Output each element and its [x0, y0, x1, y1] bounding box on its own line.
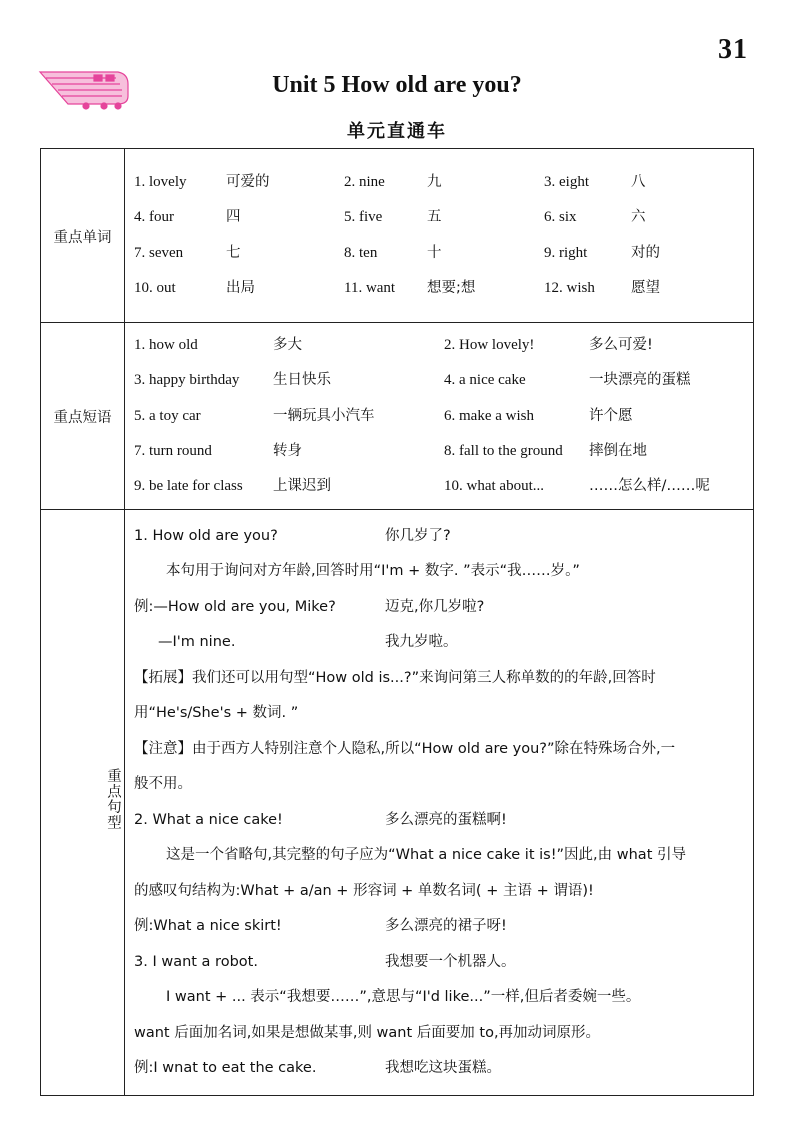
- phrase-en: 1. how old: [134, 337, 198, 353]
- example-1-zh: 迈克,你几岁啦?: [385, 599, 485, 615]
- column-divider: [124, 149, 125, 1095]
- example-1-reply-zh: 我九岁啦。: [385, 634, 458, 650]
- page-number: 31: [718, 34, 748, 65]
- word-en: 3. eight: [544, 174, 589, 190]
- word-zh: 对的: [631, 245, 660, 261]
- phrase-en: 2. How lovely!: [444, 337, 535, 353]
- word-en: 8. ten: [344, 245, 378, 261]
- word-zh: 九: [427, 174, 442, 190]
- sentence-3-note-cont: want 后面加名词,如果是想做某事,则 want 后面要加 to,再加动词原形。: [134, 1025, 601, 1041]
- phrase-zh: 多么可爱!: [589, 337, 653, 353]
- sentence-2-note-cont: 的感叹句结构为:What + a/an + 形容词 + 单数名词( + 主语 + 谓语)!: [134, 883, 594, 899]
- word-en: 1. lovely: [134, 174, 187, 190]
- word-zh: 四: [226, 209, 241, 225]
- phrase-zh: 多大: [273, 337, 302, 353]
- word-en: 9. right: [544, 245, 588, 261]
- word-zh: 可爱的: [226, 174, 270, 190]
- sentence-1-zh: 你几岁了?: [385, 528, 451, 544]
- sentence-2-note: 这是一个省略句,其完整的句子应为“What a nice cake it is!”因此,由 what 引导: [166, 847, 686, 863]
- word-en: 6. six: [544, 209, 577, 225]
- sentence-2-en: 2. What a nice cake!: [134, 812, 283, 828]
- phrase-en: 3. happy birthday: [134, 372, 240, 388]
- example-2-zh: 多么漂亮的裙子呀!: [385, 918, 507, 934]
- phrase-en: 5. a toy car: [134, 408, 201, 424]
- example-2-en: 例:What a nice skirt!: [134, 918, 282, 934]
- phrase-en: 9. be late for class: [134, 478, 243, 494]
- phrase-zh: 上课迟到: [273, 478, 331, 494]
- word-zh: 七: [226, 245, 241, 261]
- word-en: 11. want: [344, 280, 396, 296]
- word-zh: 八: [631, 174, 646, 190]
- sentence-1-note: 本句用于询问对方年龄,回答时用“I'm + 数字. ”表示“我……岁。”: [166, 563, 580, 579]
- phrase-zh: 许个愿: [589, 408, 633, 424]
- extension-note-cont: 用“He's/She's + 数词. ”: [134, 705, 299, 721]
- word-en: 2. nine: [344, 174, 385, 190]
- content-table: [40, 148, 754, 1096]
- word-en: 10. out: [134, 280, 176, 296]
- phrase-zh: 转身: [273, 443, 302, 459]
- word-zh: 五: [427, 209, 442, 225]
- phrase-en: 8. fall to the ground: [444, 443, 563, 459]
- phrase-zh: 摔倒在地: [589, 443, 647, 459]
- phrase-en: 4. a nice cake: [444, 372, 526, 388]
- label-key-words: 重点单词: [53, 230, 112, 246]
- unit-title: Unit 5 How old are you?: [272, 72, 522, 98]
- phrase-zh: 一辆玩具小汽车: [273, 408, 375, 424]
- attention-note-cont: 般不用。: [134, 776, 192, 792]
- word-zh: 六: [631, 209, 646, 225]
- attention-note: 【注意】由于西方人特别注意个人隐私,所以“How old are you?”除在特殊场合外,一: [134, 741, 676, 757]
- sentence-3-en: 3. I want a robot.: [134, 954, 258, 970]
- word-zh: 想要;想: [427, 280, 476, 296]
- row-divider: [41, 322, 753, 323]
- phrase-zh: 生日快乐: [273, 372, 331, 388]
- word-zh: 愿望: [631, 280, 660, 296]
- example-3-zh: 我想吃这块蛋糕。: [385, 1060, 501, 1076]
- phrase-en: 7. turn round: [134, 443, 212, 459]
- example-1-reply-en: —I'm nine.: [158, 634, 236, 650]
- word-en: 5. five: [344, 209, 383, 225]
- example-1-en: 例:—How old are you, Mike?: [134, 599, 336, 615]
- label-key-sentences: 重点句型: [105, 768, 121, 830]
- sentence-1-en: 1. How old are you?: [134, 528, 278, 544]
- phrase-en: 6. make a wish: [444, 408, 534, 424]
- word-en: 7. seven: [134, 245, 184, 261]
- row-divider: [41, 509, 753, 510]
- phrase-en: 10. what about...: [444, 478, 544, 494]
- sentence-3-zh: 我想要一个机器人。: [385, 954, 516, 970]
- example-3-en: 例:I wnat to eat the cake.: [134, 1060, 317, 1076]
- word-en: 12. wish: [544, 280, 595, 296]
- word-zh: 十: [427, 245, 442, 261]
- extension-note: 【拓展】我们还可以用句型“How old is...?”来询问第三人称单数的的年龄,回答时: [134, 670, 656, 686]
- word-en: 4. four: [134, 209, 174, 225]
- phrase-zh: ……怎么样/……呢: [589, 478, 710, 494]
- word-zh: 出局: [226, 280, 255, 296]
- sentence-3-note: I want + ... 表示“我想要……”,意思与“I'd like...”一样,但后者委婉一些。: [166, 989, 641, 1005]
- label-key-phrases: 重点短语: [53, 410, 112, 426]
- sentence-2-zh: 多么漂亮的蛋糕啊!: [385, 812, 507, 828]
- phrase-zh: 一块漂亮的蛋糕: [589, 372, 691, 388]
- section-title: 单元直通车: [347, 121, 447, 142]
